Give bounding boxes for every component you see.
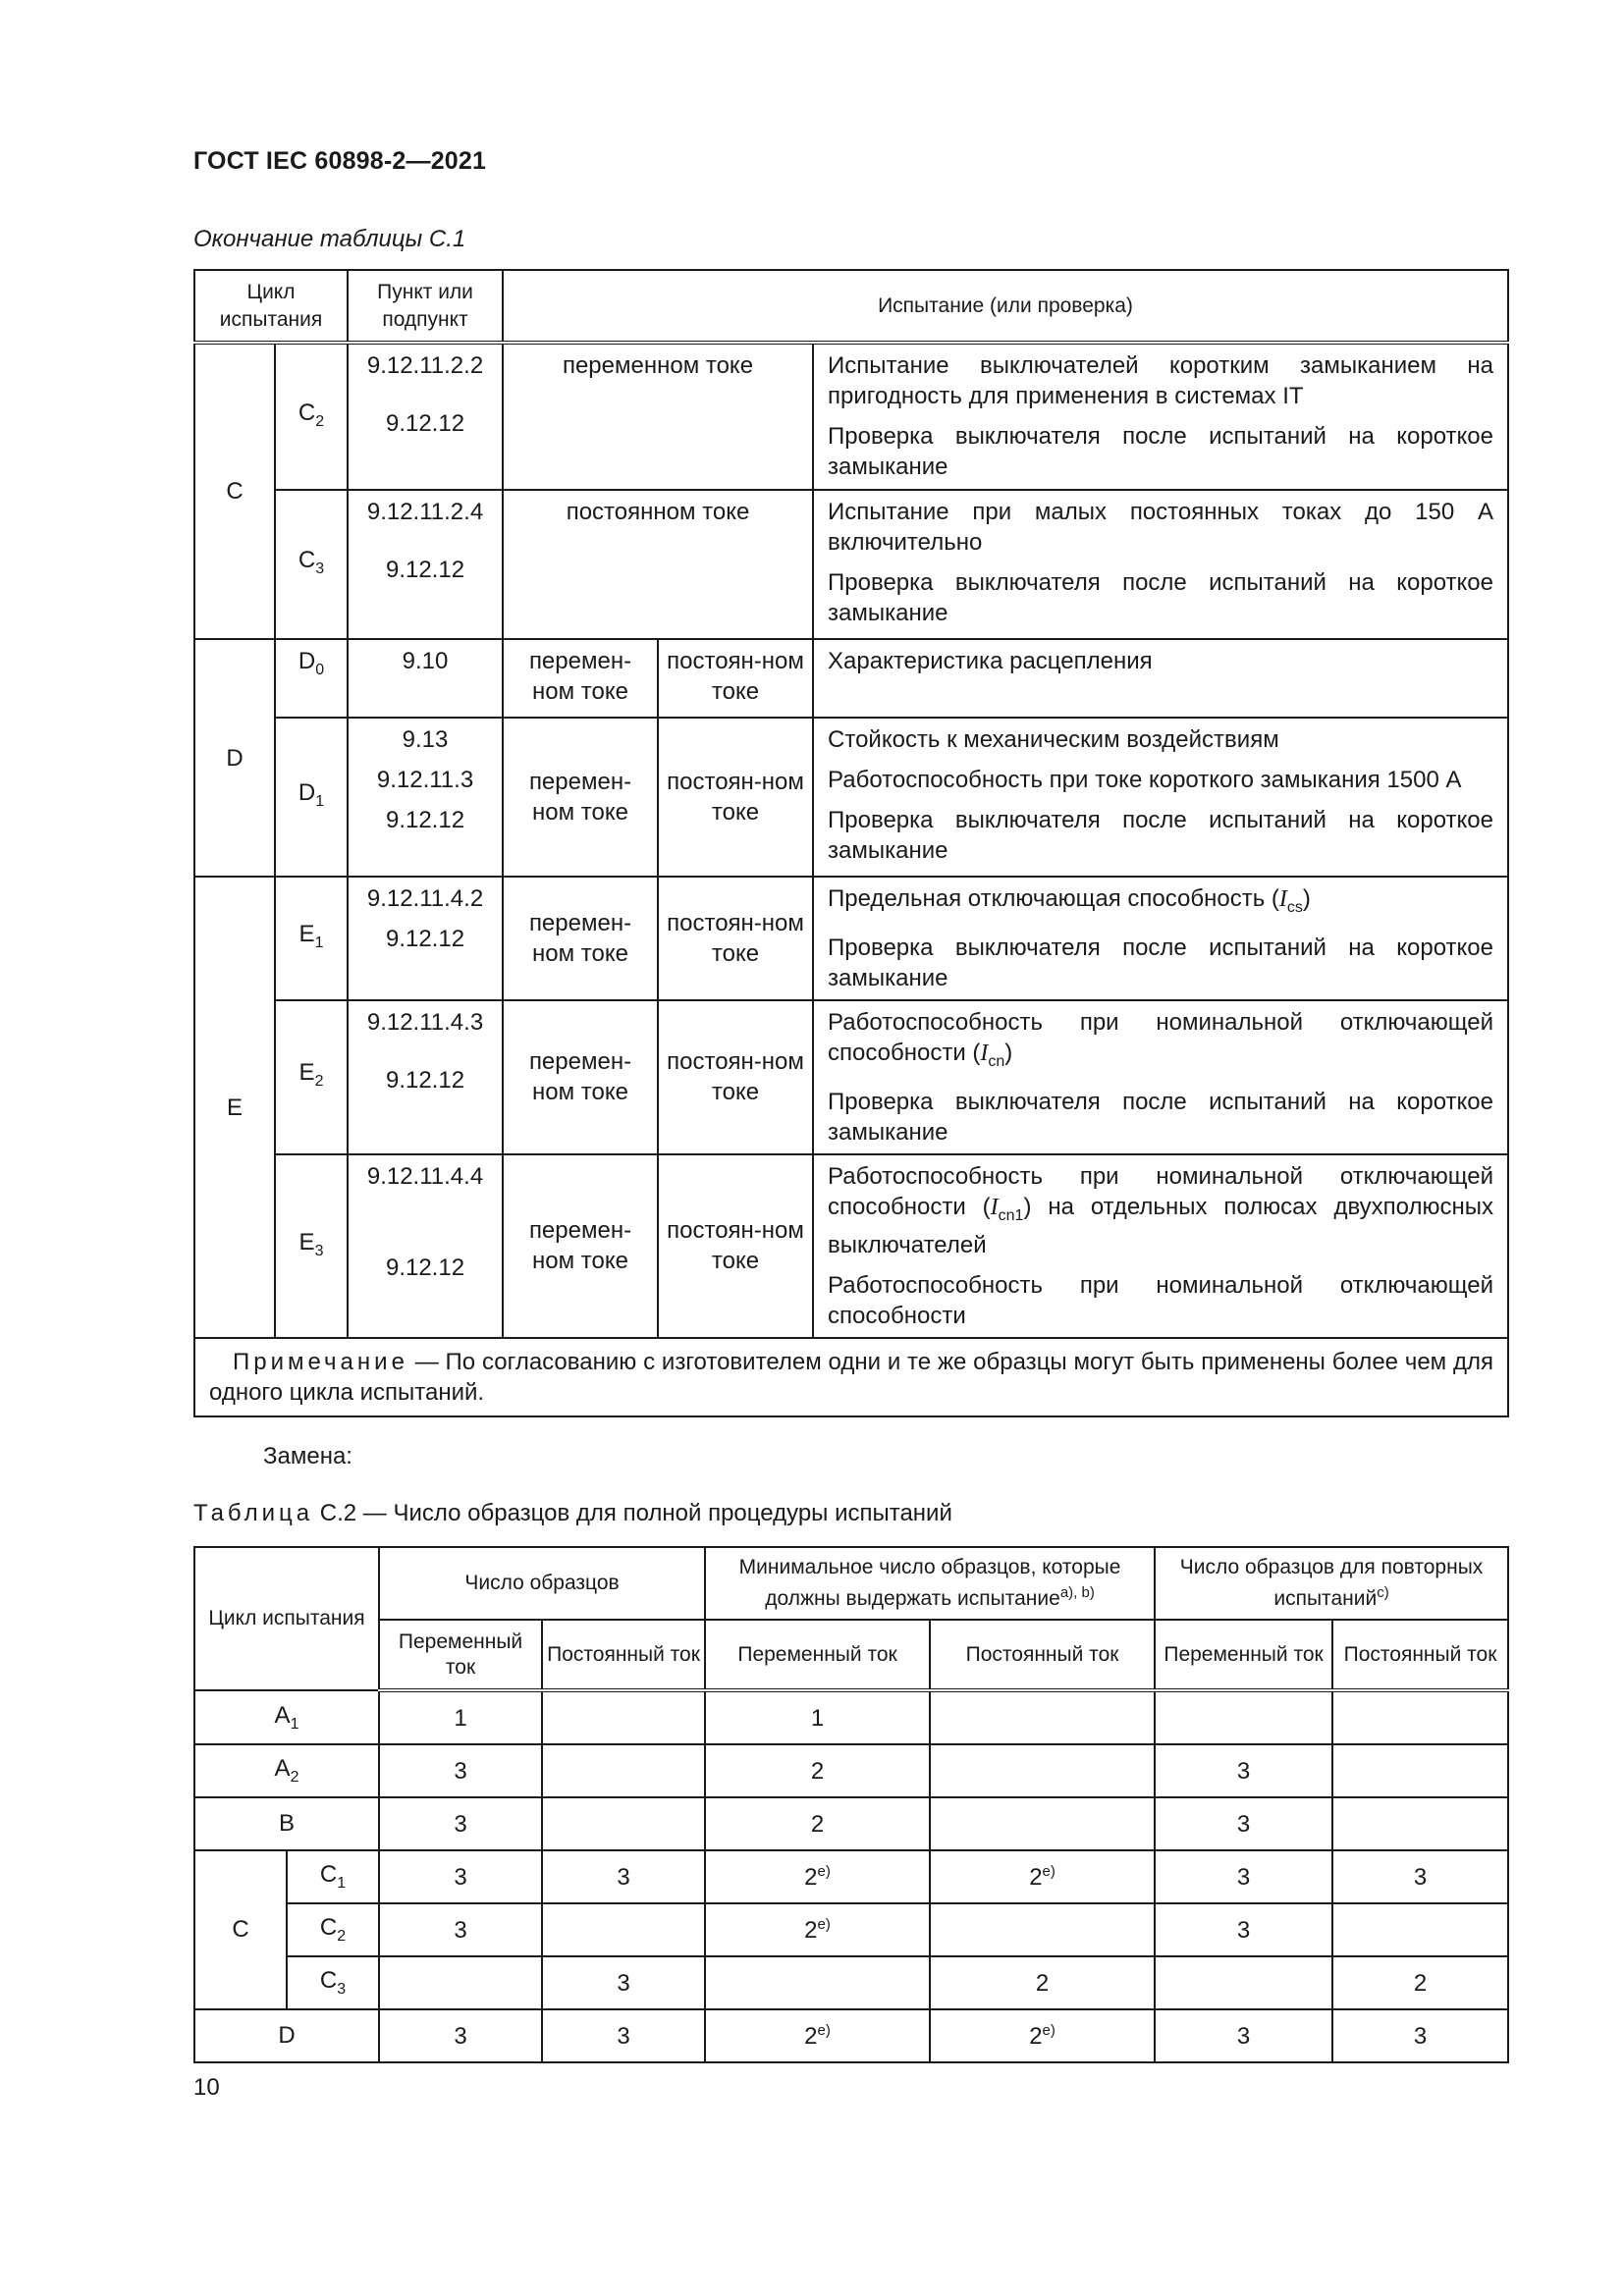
value-cell xyxy=(542,1797,705,1850)
value-cell xyxy=(379,1956,542,2009)
header-ac: Переменный ток xyxy=(1155,1620,1332,1690)
subcycle-e2: $E_2$ xyxy=(275,1000,348,1154)
value-cell: 2$^{e)}$ xyxy=(930,2009,1155,2062)
value-cell: 3 xyxy=(379,1850,542,1903)
value-cell xyxy=(542,1744,705,1797)
replacement-label: Замена: xyxy=(263,1443,352,1469)
row-group-c: C xyxy=(194,1850,287,2009)
header-repeat-samples: Число образцов для повторных испытаний$^{c)}$ xyxy=(1155,1547,1508,1620)
document-header: ГОСТ IEC 60898-2—2021 xyxy=(193,147,487,175)
test-description: Испытание выключателей коротким замыканием на пригодность для применения в системах IT Проверка выключателя после испытаний на короткое замыкание xyxy=(813,343,1508,490)
value-cell: 3 xyxy=(1332,2009,1508,2062)
value-cell xyxy=(1332,1903,1508,1956)
value-cell: 1 xyxy=(379,1690,542,1744)
value-cell: 2$^{e)}$ xyxy=(705,2009,930,2062)
test-description: Работоспособность при номинальной отключающей способности $(I_{cn})$ Проверка выключателя после испытаний на короткое замыкание xyxy=(813,1000,1508,1154)
value-cell: 3 xyxy=(542,1956,705,2009)
row-label: $A_2$ xyxy=(194,1744,379,1797)
header-min-samples: Минимальное число образцов, которые должны выдержать испытание$^{a), b)}$ xyxy=(705,1547,1155,1620)
table-row xyxy=(194,1903,1508,1956)
table-row xyxy=(194,1690,1508,1744)
cycle-group-e: E xyxy=(194,877,275,1338)
value-cell xyxy=(930,1903,1155,1956)
value-cell xyxy=(1332,1797,1508,1850)
value-cell: 2 xyxy=(705,1744,930,1797)
row-label: $A_1$ xyxy=(194,1690,379,1744)
clause-cell: 9.12.11.4.2 9.12.12 xyxy=(348,877,503,1000)
ac-current: перемен-ном токе xyxy=(503,1154,658,1339)
dc-current: постоян-ном токе xyxy=(658,639,813,718)
value-cell xyxy=(1155,1690,1332,1744)
value-cell: 3 xyxy=(379,1744,542,1797)
value-cell xyxy=(1332,1744,1508,1797)
subcycle-e1: $E_1$ xyxy=(275,877,348,1000)
ac-current: перемен-ном токе xyxy=(503,877,658,1000)
value-cell xyxy=(930,1690,1155,1744)
ac-current: перемен-ном токе xyxy=(503,718,658,877)
clause-cell: 9.12.11.4.3 9.12.12 xyxy=(348,1000,503,1154)
row-label: B xyxy=(194,1797,379,1850)
value-cell: 3 xyxy=(379,1903,542,1956)
subcycle-d1: $D_1$ xyxy=(275,718,348,877)
clause-cell: 9.12.11.4.4 9.12.12 xyxy=(348,1154,503,1339)
test-description: Работоспособность при номинальной отключающей способности $(I_{cn1})$ на отдельных полюсах двухполюсных выключателей Работоспособность при номинальной отключающей способности xyxy=(813,1154,1508,1339)
value-cell: 2 xyxy=(1332,1956,1508,2009)
value-cell: 3 xyxy=(1155,1850,1332,1903)
value-cell: 3 xyxy=(542,2009,705,2062)
value-cell: 3 xyxy=(1155,1797,1332,1850)
page-number: 10 xyxy=(193,2074,220,2101)
table-row xyxy=(194,1850,1508,1903)
dc-current: постоян-ном токе xyxy=(658,1154,813,1339)
value-cell: 2$^{e)}$ xyxy=(930,1850,1155,1903)
value-cell: 2$^{e)}$ xyxy=(705,1850,930,1903)
cycle-group-c: C xyxy=(194,343,275,639)
dc-current: постоян-ном токе xyxy=(658,1000,813,1154)
header-dc: Постоянный ток xyxy=(1332,1620,1508,1690)
header-dc: Постоянный ток xyxy=(542,1620,705,1690)
table-note: Примечание — По согласованию с изготовителем одни и те же образцы могут быть применены более чем для одного цикла испытаний. xyxy=(194,1338,1508,1416)
subcycle-c2: $C_2$ xyxy=(275,343,348,490)
ac-current: перемен-ном токе xyxy=(503,639,658,718)
value-cell: 2$^{e)}$ xyxy=(705,1903,930,1956)
clause-cell: 9.12.11.2.2 9.12.12 xyxy=(348,343,503,490)
dc-current: постоян-ном токе xyxy=(658,718,813,877)
test-description: Стойкость к механическим воздействиям Работоспособность при токе короткого замыкания 1500 А Проверка выключателя после испытаний на короткое замыкание xyxy=(813,718,1508,877)
subcycle-d0: $D_0$ xyxy=(275,639,348,718)
table-c1-end xyxy=(193,269,1509,1417)
table1-caption: Окончание таблицы С.1 xyxy=(193,226,466,252)
clause-cell: 9.10 xyxy=(348,639,503,718)
value-cell xyxy=(1332,1690,1508,1744)
header-cycle: Цикл испытания xyxy=(194,1547,379,1690)
value-cell: 2 xyxy=(705,1797,930,1850)
value-cell: 3 xyxy=(1155,1903,1332,1956)
table-c2 xyxy=(193,1546,1509,2063)
value-cell xyxy=(930,1744,1155,1797)
header-cycle: Цикл испытания xyxy=(194,270,348,343)
current-type: постоянном токе xyxy=(503,490,813,639)
value-cell: 3 xyxy=(1332,1850,1508,1903)
row-label: $C_1$ xyxy=(287,1850,379,1903)
table-row xyxy=(194,1797,1508,1850)
current-type: переменном токе xyxy=(503,343,813,490)
subcycle-c3: $C_3$ xyxy=(275,490,348,639)
value-cell xyxy=(705,1956,930,2009)
clause-cell: 9.13 9.12.11.3 9.12.12 xyxy=(348,718,503,877)
header-ac: Переменный ток xyxy=(379,1620,542,1690)
value-cell xyxy=(542,1903,705,1956)
test-description: Испытание при малых постоянных токах до 150 А включительно Проверка выключателя после испытаний на короткое замыкание xyxy=(813,490,1508,639)
row-label: $C_3$ xyxy=(287,1956,379,2009)
test-description: Характеристика расцепления xyxy=(813,639,1508,718)
header-test: Испытание (или проверка) xyxy=(503,270,1508,343)
subcycle-e3: $E_3$ xyxy=(275,1154,348,1339)
header-dc: Постоянный ток xyxy=(930,1620,1155,1690)
value-cell xyxy=(1155,1956,1332,2009)
row-label: D xyxy=(194,2009,379,2062)
header-clause: Пункт или подпункт xyxy=(348,270,503,343)
value-cell: 3 xyxy=(379,1797,542,1850)
table-row xyxy=(194,1744,1508,1797)
row-label: $C_2$ xyxy=(287,1903,379,1956)
table-row xyxy=(194,1956,1508,2009)
ac-current: перемен-ном токе xyxy=(503,1000,658,1154)
value-cell: 1 xyxy=(705,1690,930,1744)
clause-cell: 9.12.11.2.4 9.12.12 xyxy=(348,490,503,639)
dc-current: постоян-ном токе xyxy=(658,877,813,1000)
value-cell: 3 xyxy=(379,2009,542,2062)
value-cell: 3 xyxy=(1155,2009,1332,2062)
header-samples: Число образцов xyxy=(379,1547,705,1620)
value-cell xyxy=(542,1690,705,1744)
table2-caption: Таблица С.2 — Число образцов для полной процедуры испытаний xyxy=(193,1500,952,1526)
value-cell: 3 xyxy=(542,1850,705,1903)
test-description: Предельная отключающая способность $(I_{cs})$ Проверка выключателя после испытаний на короткое замыкание xyxy=(813,877,1508,1000)
value-cell: 2 xyxy=(930,1956,1155,2009)
header-ac: Переменный ток xyxy=(705,1620,930,1690)
value-cell: 3 xyxy=(1155,1744,1332,1797)
value-cell xyxy=(930,1797,1155,1850)
cycle-group-d: D xyxy=(194,639,275,877)
table-row xyxy=(194,2009,1508,2062)
